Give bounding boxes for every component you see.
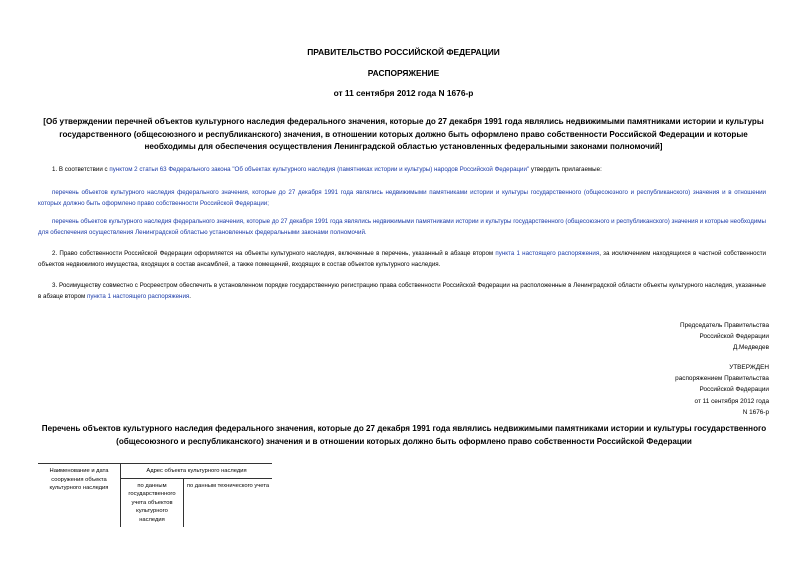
signature-line-3: Д.Медведев: [732, 344, 769, 352]
paragraph-2: [38, 248, 766, 270]
list-item-1-link[interactable]: перечень объектов культурного наследия федерального значения, которые до 27 декабря 1991 года являлись недвижимыми памятниками истории и культуры государственного (общесоюзного и республиканского) значения и в отношении которых должно быть оформлено право собственности Российской Федерации;: [38, 189, 766, 208]
paragraph-3-text-after: .: [189, 293, 191, 301]
approval-line-1: УТВЕРЖДЕН: [729, 364, 769, 371]
law-article-link[interactable]: пунктом 2 статьи 63 Федерального закона "Об объектах культурного наследия (памятниках истории и культуры) народов Российской Федерации": [109, 166, 530, 173]
paragraph-2-link[interactable]: пункта 1 настоящего распоряжения: [495, 250, 600, 257]
approval-block: [675, 362, 769, 418]
signature-block: [680, 320, 769, 354]
table-header-address: Адрес объекта культурного наследия: [121, 464, 273, 479]
paragraph-1-text-after: утвердить прилагаемые:: [529, 166, 602, 173]
list-item-2-link[interactable]: перечень объектов культурного наследия федерального значения, которые до 27 декабря 1991 года являлись недвижимыми памятниками истории и культуры государственного (общесоюзного и республиканского) значения и которые необходимы для обеспечения осуществления Ленинградской областью установленных федеральными законами полномочий.: [38, 218, 766, 237]
approval-line-2: распоряжением Правительства: [675, 375, 769, 383]
paragraph-3: [38, 280, 766, 302]
table-subheader-state-registry: по данным государственного учета объектов культурного наследия: [121, 478, 184, 526]
document-title: [Об утверждении перечней объектов культурного наследия федерального значения, которые до 27 декабря 1991 года являлись недвижимыми памятниками истории и культуры государственного (общесоюзного и республиканского) значения, в отношении которых должно быть оформлено право собственности Российской Федерации и которые необходимы для обеспечения осуществления Ленинградской областью установленных федеральными законами полномочий]: [43, 117, 764, 152]
approval-line-5: N 1676-р: [742, 408, 769, 416]
approval-line-3: Российской Федерации: [699, 386, 769, 394]
signature-line-2: Российской Федерации: [699, 333, 769, 341]
paragraph-3-link[interactable]: пункта 1 настоящего распоряжения: [86, 293, 190, 301]
approval-line-4: от 11 сентября 2012 года: [694, 397, 769, 405]
paragraph-1: [38, 164, 766, 175]
table-header-name: Наименование и дата сооружения объекта культурного наследия: [38, 464, 121, 527]
government-heading: ПРАВИТЕЛЬСТВО РОССИЙСКОЙ ФЕДЕРАЦИИ: [307, 47, 500, 57]
paragraph-1-text-before: 1. В соответствии с: [52, 166, 110, 173]
list-title: Перечень объектов культурного наследия федерального значения, которые до 27 декабря 1991 года являлись недвижимыми памятниками истории и культуры государственного (общесоюзного и республиканского) значения и в отношении которых должно быть оформлено право собственности Российской Федерации: [41, 424, 767, 446]
date-number-heading: от 11 сентября 2012 года N 1676-р: [333, 88, 474, 98]
objects-table: [38, 463, 272, 527]
signature-line-1: Председатель Правительства: [680, 322, 769, 329]
document-type-heading: РАСПОРЯЖЕНИЕ: [367, 68, 440, 78]
paragraph-3-text-before: 3. Росимуществу совместно с Росреестром обеспечить в установленном порядке государственную регистрацию права собственности Российской Федерации на расположенные в Ленинградской области объекты культурного наследия, указанные в абзаце втором: [38, 282, 766, 301]
paragraph-2-text-after: , за исключением находящихся в частной собственности объектов недвижимого имущества, входящих в состав ансамблей, а также помещений, входящих в состав объектов культурного наследия.: [38, 250, 766, 269]
paragraph-2-text-before: 2. Право собственности Российской Федерации оформляется на объекты культурного наследия, включенные в перечень, указанный в абзаце втором: [52, 250, 496, 257]
table-subheader-technical-registry: по данным технического учета: [186, 482, 270, 489]
